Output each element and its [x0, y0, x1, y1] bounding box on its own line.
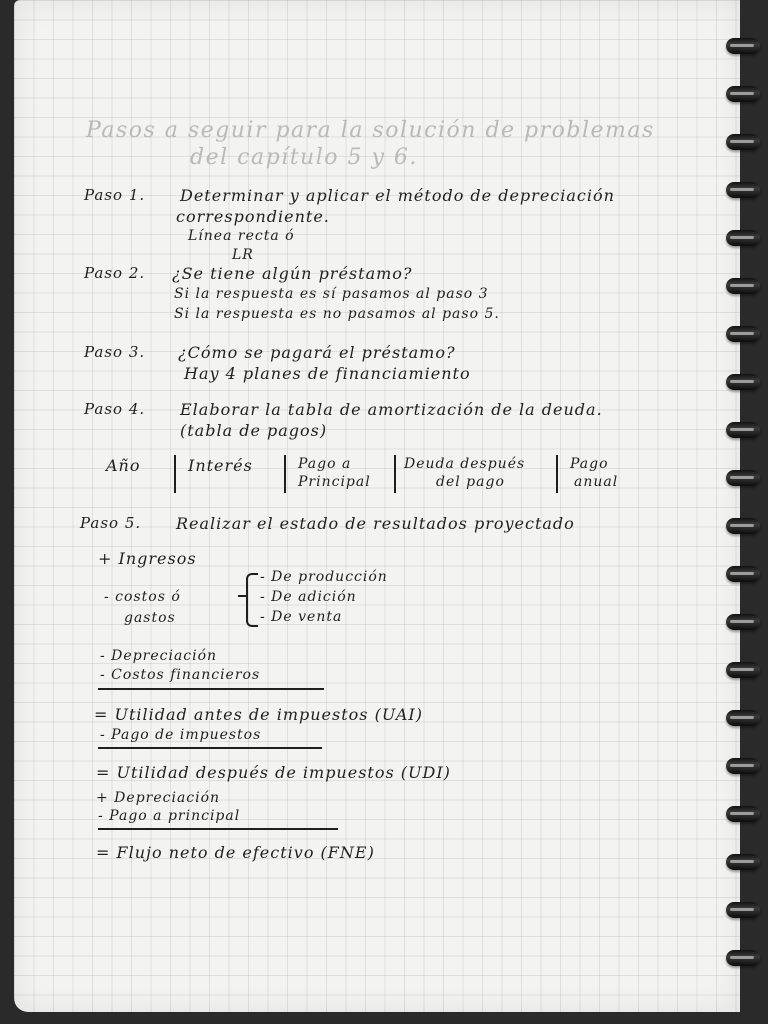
spiral-ring — [726, 422, 760, 438]
spiral-binding — [716, 30, 766, 990]
spiral-ring — [726, 182, 760, 198]
underline-rule — [98, 688, 324, 690]
spiral-ring — [726, 854, 760, 870]
spiral-ring — [726, 278, 760, 294]
statement-mas-depreciacion: + Depreciación — [96, 790, 221, 806]
statement-udi: = Utilidad después de impuestos (UDI) — [96, 763, 451, 782]
statement-pago-principal: - Pago a principal — [98, 808, 241, 824]
step2-yes: Si la respuesta es sí pasamos al paso 3 — [174, 286, 489, 302]
step1-text: Determinar y aplicar el método de depreciación — [180, 186, 615, 205]
spiral-ring — [726, 518, 760, 534]
table-divider — [284, 455, 286, 493]
page-title-line2: del capítulo 5 y 6. — [190, 145, 418, 170]
page-title-line1: Pasos a seguir para la solución de problemas — [86, 118, 655, 143]
statement-depreciacion: - Depreciación — [100, 648, 218, 664]
spiral-ring — [726, 758, 760, 774]
table-header-debt-l1: Deuda después — [404, 456, 526, 472]
step3-text: ¿Cómo se pagará el préstamo? — [178, 343, 456, 362]
step5-text: Realizar el estado de resultados proyectado — [176, 514, 575, 533]
step4-text-cont: (tabla de pagos) — [180, 421, 328, 440]
step1-label: Paso 1. — [84, 186, 146, 204]
step3-text-cont: Hay 4 planes de financiamiento — [184, 364, 471, 383]
spiral-ring — [726, 326, 760, 342]
underline-rule — [98, 828, 338, 830]
spiral-ring — [726, 950, 760, 966]
step5-label: Paso 5. — [80, 514, 142, 532]
table-header-debt-l2: del pago — [436, 474, 505, 490]
step2-text: ¿Se tiene algún préstamo? — [172, 264, 413, 283]
statement-pago-impuestos: - Pago de impuestos — [100, 727, 262, 743]
statement-costos-financieros: - Costos financieros — [100, 667, 261, 683]
table-header-principal-l2: Principal — [298, 474, 371, 490]
notebook-page — [14, 0, 740, 1012]
underline-rule — [98, 747, 322, 749]
statement-ingresos: + Ingresos — [98, 549, 197, 568]
table-header-interest: Interés — [188, 456, 253, 475]
table-divider — [394, 455, 396, 493]
statement-gastos: gastos — [124, 610, 176, 626]
step1-options: Línea recta ó — [188, 228, 295, 244]
spiral-ring — [726, 566, 760, 582]
step4-label: Paso 4. — [84, 400, 146, 418]
table-header-annual-l2: anual — [574, 474, 619, 490]
spiral-ring — [726, 38, 760, 54]
spiral-ring — [726, 614, 760, 630]
table-divider — [174, 455, 176, 493]
table-divider — [556, 455, 558, 493]
spiral-ring — [726, 374, 760, 390]
step3-label: Paso 3. — [84, 343, 146, 361]
spiral-ring — [726, 86, 760, 102]
spiral-ring — [726, 230, 760, 246]
table-header-year: Año — [106, 456, 141, 475]
spiral-ring — [726, 470, 760, 486]
spiral-ring — [726, 902, 760, 918]
table-header-principal-l1: Pago a — [298, 456, 352, 472]
brace-item-adicion: - De adición — [260, 589, 357, 605]
brace-item-produccion: - De producción — [260, 569, 388, 585]
spiral-ring — [726, 662, 760, 678]
spiral-ring — [726, 806, 760, 822]
statement-fne: = Flujo neto de efectivo (FNE) — [96, 843, 375, 862]
step1-text-cont: correspondiente. — [176, 207, 330, 226]
table-header-annual-l1: Pago — [570, 456, 609, 472]
spiral-ring — [726, 134, 760, 150]
spiral-ring — [726, 710, 760, 726]
brace-item-venta: - De venta — [260, 609, 343, 625]
curly-brace — [246, 573, 258, 627]
step4-text: Elaborar la tabla de amortización de la deuda. — [180, 400, 603, 419]
step2-label: Paso 2. — [84, 264, 146, 282]
statement-costos: - costos ó — [104, 589, 181, 605]
step1-options-abbrev: LR — [232, 247, 254, 263]
statement-uai: = Utilidad antes de impuestos (UAI) — [94, 705, 423, 724]
step2-no: Si la respuesta es no pasamos al paso 5. — [174, 306, 500, 322]
